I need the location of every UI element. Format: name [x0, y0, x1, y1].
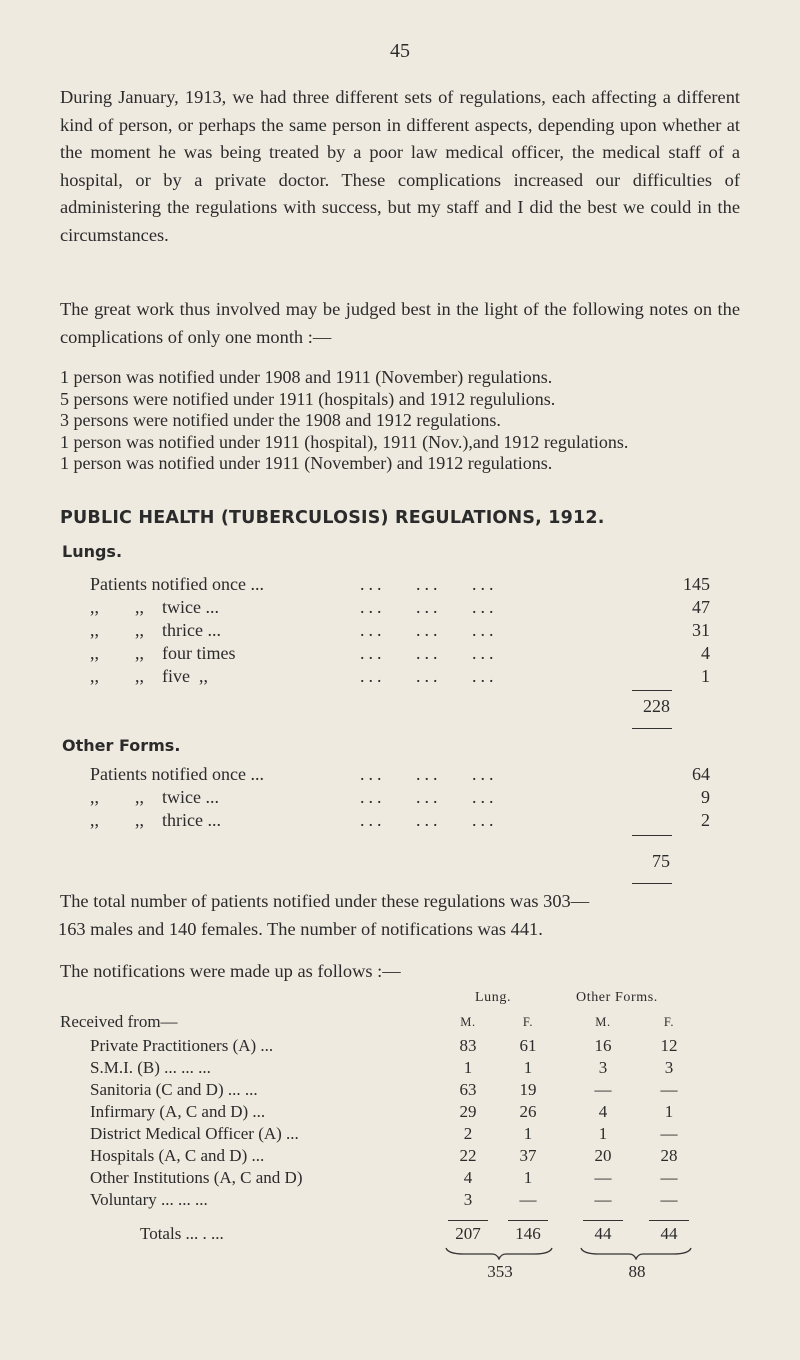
- source-label: Hospitals (A, C and D) ...: [90, 1146, 265, 1165]
- lungs-row: [90, 597, 710, 621]
- lungs-row: [90, 574, 710, 598]
- other-m: —: [594, 1168, 612, 1187]
- row-label: ,, ,, twice ...: [90, 597, 219, 617]
- leader-dots: ... ... ...: [360, 787, 498, 807]
- row-label: Patients notified once ...: [90, 574, 264, 594]
- grand-total-other: 88: [628, 1262, 646, 1281]
- lung-m: 4: [463, 1168, 473, 1187]
- received-from-label: Received from—: [60, 1012, 178, 1031]
- other-m: 1: [598, 1124, 608, 1143]
- lung-m: 3: [463, 1190, 473, 1209]
- source-label: Private Practitioners (A) ...: [90, 1036, 274, 1055]
- row-value: 2: [701, 810, 710, 830]
- lung-brace: [444, 1246, 554, 1260]
- leader-dots: ... ... ...: [360, 764, 498, 784]
- other-f: 1: [664, 1102, 674, 1121]
- sum-rule: [508, 1220, 548, 1221]
- row-label: Patients notified once ...: [90, 764, 264, 784]
- source-label: Infirmary (A, C and D) ...: [90, 1102, 266, 1121]
- sum-rule: [632, 728, 672, 729]
- row-label: ,, ,, thrice ...: [90, 620, 221, 640]
- summary-line: The total number of patients notified under these regulations was 303—: [60, 891, 590, 911]
- total-other-f: 44: [660, 1224, 678, 1243]
- source-label: S.M.I. (B) ... ... ...: [90, 1058, 211, 1077]
- col-header: F.: [522, 1015, 534, 1029]
- note-item: 3 persons were notified under the 1908 and 1912 regulations.: [60, 410, 501, 430]
- other-f: 12: [660, 1036, 678, 1055]
- row-value: 1: [701, 666, 710, 686]
- leader-dots: ... ... ...: [360, 597, 498, 617]
- leader-dots: ... ... ...: [360, 666, 498, 686]
- other-f: —: [660, 1190, 678, 1209]
- page-number: 45: [390, 40, 410, 62]
- row-label: ,, ,, thrice ...: [90, 810, 221, 830]
- other-forms-row: [90, 787, 710, 811]
- other-f: —: [660, 1080, 678, 1099]
- notes-list: [60, 367, 760, 475]
- table-intro: [60, 958, 740, 986]
- other-f: 3: [664, 1058, 674, 1077]
- table-intro-text: The notifications were made up as follows :—: [60, 961, 401, 981]
- table-row: [60, 1102, 750, 1124]
- lung-f: 37: [519, 1146, 537, 1165]
- other-m: 20: [594, 1146, 612, 1165]
- row-label: ,, ,, five ,,: [90, 666, 208, 686]
- table-row: [60, 1190, 750, 1212]
- intro-paragraph: [60, 84, 740, 250]
- leader-dots: ... ... ...: [360, 810, 498, 830]
- lungs-row: [90, 666, 710, 690]
- lung-m: 63: [459, 1080, 477, 1099]
- row-value: 4: [701, 643, 710, 663]
- other-m: 3: [598, 1058, 608, 1077]
- note-item: 1 person was notified under 1911 (November) and 1912 regulations.: [60, 453, 553, 473]
- note-item: 1 person was notified under 1911 (hospital), 1911 (Nov.),and 1912 regulations.: [60, 431, 629, 452]
- other-forms-title: Other Forms.: [62, 736, 181, 755]
- table-row: [60, 1058, 750, 1080]
- lung-f: —: [519, 1190, 537, 1209]
- table-row: [60, 1036, 750, 1058]
- other-forms-total: 75: [652, 851, 670, 871]
- lung-f: 1: [523, 1168, 533, 1187]
- sum-rule: [583, 1220, 623, 1221]
- row-value: 9: [701, 787, 710, 807]
- other-forms-row: [90, 764, 710, 788]
- total-lung-f: 146: [515, 1224, 541, 1243]
- group-header-other: Other Forms.: [576, 990, 658, 1005]
- paragraph-text: The great work thus involved may be judged best in the light of the following notes on the complications of only one month :—: [60, 299, 740, 347]
- table-row: [60, 1168, 750, 1190]
- row-value: 47: [692, 597, 710, 617]
- col-header: M.: [595, 1015, 611, 1029]
- other-brace: [579, 1246, 693, 1260]
- leader-dots: ... ... ...: [360, 643, 498, 663]
- table-header-row: [60, 1012, 750, 1034]
- total-lung-m: 207: [455, 1224, 481, 1243]
- lungs-total: 228: [643, 696, 670, 716]
- lungs-row: [90, 643, 710, 667]
- note-item: 5 persons were notified under 1911 (hospitals) and 1912 regululions.: [60, 388, 556, 409]
- lung-m: 22: [459, 1146, 477, 1165]
- group-header-lung: Lung.: [475, 990, 512, 1005]
- lung-m: 1: [463, 1058, 473, 1077]
- lung-f: 1: [523, 1058, 533, 1077]
- summary-line: 163 males and 140 females. The number of notifications was 441.: [58, 918, 543, 939]
- source-label: Other Institutions (A, C and D): [90, 1168, 303, 1187]
- totals-row: [60, 1224, 750, 1246]
- sum-rule: [632, 690, 672, 691]
- leader-dots: ... ... ...: [360, 574, 498, 594]
- lung-m: 83: [459, 1036, 477, 1055]
- other-forms-row: [90, 810, 710, 834]
- lung-m: 2: [463, 1124, 473, 1143]
- other-m: —: [594, 1080, 612, 1099]
- lungs-row: [90, 620, 710, 644]
- lung-f: 61: [519, 1036, 537, 1055]
- lung-f: 19: [519, 1080, 537, 1099]
- section-heading: PUBLIC HEALTH (TUBERCULOSIS) REGULATIONS, 1912.: [60, 508, 605, 528]
- table-row: [60, 1124, 750, 1146]
- grand-total-lung: 353: [487, 1262, 513, 1281]
- source-label: District Medical Officer (A) ...: [90, 1124, 299, 1143]
- lung-f: 1: [523, 1124, 533, 1143]
- source-label: Voluntary ... ... ...: [90, 1190, 208, 1209]
- sum-rule: [649, 1220, 689, 1221]
- other-f: 28: [660, 1146, 678, 1165]
- note-item: 1 person was notified under 1908 and 1911 (November) regulations.: [60, 367, 553, 387]
- row-value: 145: [683, 574, 710, 594]
- lung-f: 26: [519, 1102, 537, 1121]
- row-value: 64: [692, 764, 710, 784]
- col-header: M.: [460, 1015, 476, 1029]
- other-m: 16: [594, 1036, 612, 1055]
- table-row: [60, 1080, 750, 1102]
- col-header: F.: [663, 1015, 675, 1029]
- lungs-title: Lungs.: [62, 542, 123, 561]
- paragraph-text: During January, 1913, we had three different sets of regulations, each affecting a different kind of person, or perhaps the same person in different aspects, depending upon whether at the moment he was being treated by a poor law medical officer, the medical staff of a hospital, or by a private doctor. These complications increased our difficulties of administering the regulations with success, but my staff and I did the best we could in the circumstances.: [60, 87, 740, 245]
- row-label: ,, ,, four times: [90, 643, 236, 663]
- sum-rule: [448, 1220, 488, 1221]
- source-label: Sanitoria (C and D) ... ...: [90, 1080, 258, 1099]
- leader-dots: ... ... ...: [360, 620, 498, 640]
- total-other-m: 44: [594, 1224, 612, 1243]
- second-paragraph: [60, 296, 740, 351]
- row-label: ,, ,, twice ...: [90, 787, 219, 807]
- sum-rule: [632, 835, 672, 836]
- row-value: 31: [692, 620, 710, 640]
- other-f: —: [660, 1168, 678, 1187]
- totals-label: Totals ... . ...: [140, 1224, 224, 1243]
- other-f: —: [660, 1124, 678, 1143]
- grand-totals-row: [60, 1262, 750, 1284]
- other-m: —: [594, 1190, 612, 1209]
- sum-rule: [632, 883, 672, 884]
- other-m: 4: [598, 1102, 608, 1121]
- table-row: [60, 1146, 750, 1168]
- summary-paragraph: [60, 888, 750, 943]
- lung-m: 29: [459, 1102, 477, 1121]
